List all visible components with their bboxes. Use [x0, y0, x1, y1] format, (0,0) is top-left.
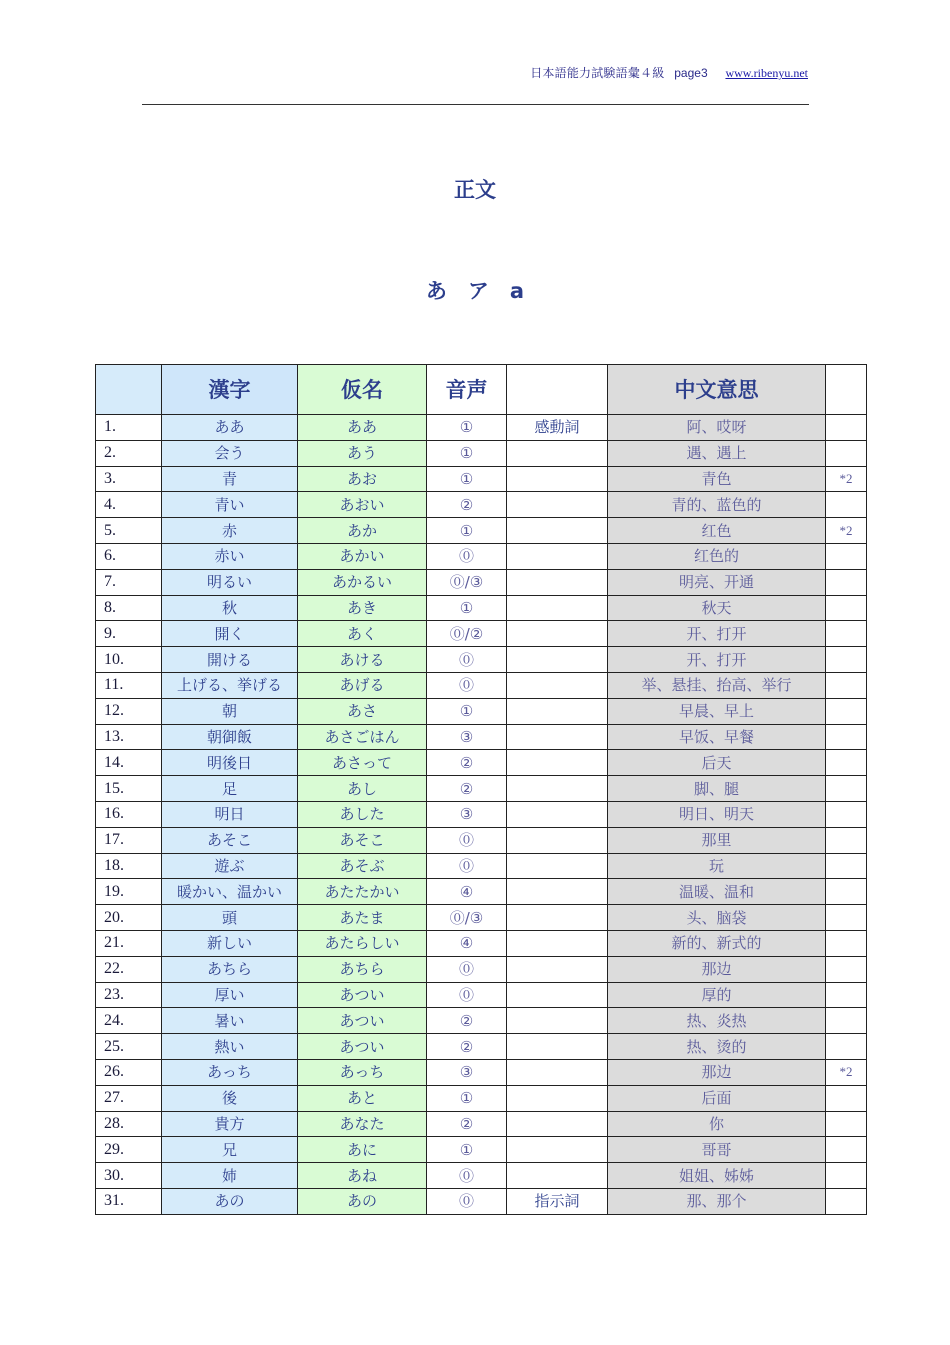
kanji-cell: 明るい [162, 569, 298, 595]
table-row [96, 1085, 867, 1111]
table-row [96, 1163, 867, 1189]
note-cell [826, 569, 867, 595]
kanji-cell: 頭 [162, 905, 298, 931]
tone-cell: ② [427, 776, 507, 802]
tone-cell: ④ [427, 930, 507, 956]
chinese-meaning-cell: 青的、蓝色的 [608, 492, 826, 518]
table-row [96, 543, 867, 569]
row-number: 6. [96, 543, 162, 569]
note-cell [826, 1111, 867, 1137]
chinese-meaning-cell: 那边 [608, 1059, 826, 1085]
note-cell [826, 982, 867, 1008]
table-row [96, 956, 867, 982]
kanji-cell: 新しい [162, 930, 298, 956]
table-row [96, 776, 867, 802]
kanji-cell: 秋 [162, 595, 298, 621]
row-number: 4. [96, 492, 162, 518]
tone-cell: ⓪ [427, 827, 507, 853]
tone-cell: ② [427, 1111, 507, 1137]
tone-cell: ① [427, 518, 507, 544]
header-number [96, 365, 162, 415]
chinese-meaning-cell: 温暖、温和 [608, 879, 826, 905]
note-cell [826, 621, 867, 647]
chinese-meaning-cell: 红色的 [608, 543, 826, 569]
part-of-speech-cell [507, 595, 608, 621]
part-of-speech-cell [507, 466, 608, 492]
kanji-cell: 厚い [162, 982, 298, 1008]
part-of-speech-cell [507, 1008, 608, 1034]
part-of-speech-cell [507, 1085, 608, 1111]
part-of-speech-cell [507, 776, 608, 802]
page-title: 正文 [454, 178, 496, 202]
row-number: 27. [96, 1085, 162, 1111]
note-cell [826, 492, 867, 518]
part-of-speech-cell [507, 518, 608, 544]
kanji-cell: 兄 [162, 1137, 298, 1163]
note-cell [826, 440, 867, 466]
table-row [96, 1188, 867, 1214]
kanji-cell: 熱い [162, 1034, 298, 1060]
header-page-number: page3 [674, 66, 708, 80]
kana-cell: あたたかい [298, 879, 427, 905]
table-row [96, 1137, 867, 1163]
chinese-meaning-cell: 玩 [608, 853, 826, 879]
kana-cell: あなた [298, 1111, 427, 1137]
header-part-of-speech [507, 365, 608, 415]
kana-cell: あたらしい [298, 930, 427, 956]
row-number: 7. [96, 569, 162, 595]
kana-cell: ああ [298, 415, 427, 441]
tone-cell: ① [427, 1085, 507, 1111]
kana-cell: あか [298, 518, 427, 544]
chinese-meaning-cell: 厚的 [608, 982, 826, 1008]
note-cell [826, 1163, 867, 1189]
chinese-meaning-cell: 热、炎热 [608, 1008, 826, 1034]
table-row [96, 905, 867, 931]
kana-cell: あく [298, 621, 427, 647]
tone-cell: ③ [427, 1059, 507, 1085]
table-row [96, 569, 867, 595]
part-of-speech-cell [507, 1137, 608, 1163]
note-cell [826, 698, 867, 724]
kana-cell: あさ [298, 698, 427, 724]
tone-cell: ② [427, 1008, 507, 1034]
note-cell [826, 879, 867, 905]
tone-cell: ⓪ [427, 672, 507, 698]
tone-cell: ⓪ [427, 647, 507, 673]
part-of-speech-cell [507, 569, 608, 595]
part-of-speech-cell [507, 543, 608, 569]
chinese-meaning-cell: 那边 [608, 956, 826, 982]
kanji-cell: 暖かい、温かい [162, 879, 298, 905]
part-of-speech-cell [507, 698, 608, 724]
kana-cell: あっち [298, 1059, 427, 1085]
tone-cell: ③ [427, 801, 507, 827]
chinese-meaning-cell: 头、脑袋 [608, 905, 826, 931]
chinese-meaning-cell: 脚、腿 [608, 776, 826, 802]
kanji-cell: 上げる、挙げる [162, 672, 298, 698]
note-cell [826, 595, 867, 621]
part-of-speech-cell [507, 982, 608, 1008]
tone-cell: ⓪ [427, 1163, 507, 1189]
row-number: 15. [96, 776, 162, 802]
tone-cell: ⓪ [427, 956, 507, 982]
chinese-meaning-cell: 新的、新式的 [608, 930, 826, 956]
chinese-meaning-cell: 那里 [608, 827, 826, 853]
kana-cell: あつい [298, 1008, 427, 1034]
row-number: 18. [96, 853, 162, 879]
note-cell [826, 1008, 867, 1034]
kanji-cell: 朝御飯 [162, 724, 298, 750]
row-number: 22. [96, 956, 162, 982]
row-number: 29. [96, 1137, 162, 1163]
row-number: 23. [96, 982, 162, 1008]
table-row [96, 621, 867, 647]
tone-cell: ⓪ [427, 982, 507, 1008]
kanji-cell: あっち [162, 1059, 298, 1085]
kana-cell: あそこ [298, 827, 427, 853]
row-number: 20. [96, 905, 162, 931]
kanji-cell: 青 [162, 466, 298, 492]
table-row [96, 1111, 867, 1137]
kana-cell: あお [298, 466, 427, 492]
tone-cell: ① [427, 415, 507, 441]
kanji-cell: 遊ぶ [162, 853, 298, 879]
kana-cell: あと [298, 1085, 427, 1111]
kanji-cell: 貴方 [162, 1111, 298, 1137]
note-cell [826, 543, 867, 569]
kana-cell: あかるい [298, 569, 427, 595]
header-kana: 仮名 [298, 365, 427, 415]
kana-cell: あげる [298, 672, 427, 698]
part-of-speech-cell [507, 672, 608, 698]
kanji-cell: 朝 [162, 698, 298, 724]
table-row [96, 1008, 867, 1034]
note-cell [826, 801, 867, 827]
kanji-cell: 赤 [162, 518, 298, 544]
header-kanji: 漢字 [162, 365, 298, 415]
table-row [96, 1034, 867, 1060]
part-of-speech-cell [507, 905, 608, 931]
chinese-meaning-cell: 阿、哎呀 [608, 415, 826, 441]
kanji-cell: あちら [162, 956, 298, 982]
note-cell [826, 1137, 867, 1163]
part-of-speech-cell [507, 956, 608, 982]
chinese-meaning-cell: 秋天 [608, 595, 826, 621]
kana-cell: あちら [298, 956, 427, 982]
note-cell: *2 [826, 1059, 867, 1085]
tone-cell: ⓪/③ [427, 905, 507, 931]
chinese-meaning-cell: 举、悬挂、抬高、举行 [608, 672, 826, 698]
part-of-speech-cell [507, 1034, 608, 1060]
chinese-meaning-cell: 早饭、早餐 [608, 724, 826, 750]
note-cell [826, 750, 867, 776]
part-of-speech-cell [507, 1163, 608, 1189]
note-cell: *2 [826, 466, 867, 492]
kanji-cell: 後 [162, 1085, 298, 1111]
part-of-speech-cell [507, 440, 608, 466]
note-cell [826, 827, 867, 853]
header-title: 日本語能力試験語彙４級 [530, 66, 665, 80]
kana-cell: あそぶ [298, 853, 427, 879]
tone-cell: ③ [427, 724, 507, 750]
chinese-meaning-cell: 后天 [608, 750, 826, 776]
note-cell [826, 724, 867, 750]
tone-cell: ⓪/② [427, 621, 507, 647]
header-note [826, 365, 867, 415]
row-number: 13. [96, 724, 162, 750]
kana-cell: あに [298, 1137, 427, 1163]
note-cell [826, 647, 867, 673]
part-of-speech-cell [507, 853, 608, 879]
section-heading: あ ア a [425, 279, 525, 303]
kana-cell: あね [298, 1163, 427, 1189]
tone-cell: ⓪ [427, 853, 507, 879]
kana-cell: あける [298, 647, 427, 673]
kana-cell: あし [298, 776, 427, 802]
chinese-meaning-cell: 热、烫的 [608, 1034, 826, 1060]
header-chinese-meaning: 中文意思 [608, 365, 826, 415]
kanji-cell: 暑い [162, 1008, 298, 1034]
kanji-cell: 足 [162, 776, 298, 802]
note-cell [826, 415, 867, 441]
tone-cell: ① [427, 440, 507, 466]
kana-cell: あさって [298, 750, 427, 776]
row-number: 28. [96, 1111, 162, 1137]
chinese-meaning-cell: 后面 [608, 1085, 826, 1111]
table-row [96, 724, 867, 750]
table-row [96, 853, 867, 879]
table-row [96, 698, 867, 724]
row-number: 10. [96, 647, 162, 673]
table-row [96, 647, 867, 673]
row-number: 16. [96, 801, 162, 827]
row-number: 17. [96, 827, 162, 853]
part-of-speech-cell [507, 750, 608, 776]
part-of-speech-cell [507, 621, 608, 647]
kana-cell: あの [298, 1188, 427, 1214]
row-number: 12. [96, 698, 162, 724]
table-row [96, 440, 867, 466]
row-number: 19. [96, 879, 162, 905]
table-body [96, 415, 867, 1215]
note-cell [826, 776, 867, 802]
kanji-cell: あの [162, 1188, 298, 1214]
table-row [96, 466, 867, 492]
table-row [96, 801, 867, 827]
kana-cell: あつい [298, 982, 427, 1008]
tone-cell: ⓪ [427, 543, 507, 569]
part-of-speech-cell [507, 879, 608, 905]
kanji-cell: 姉 [162, 1163, 298, 1189]
tone-cell: ⓪/③ [427, 569, 507, 595]
table-header-row [96, 365, 867, 415]
kanji-cell: 開ける [162, 647, 298, 673]
tone-cell: ① [427, 698, 507, 724]
kanji-cell: 開く [162, 621, 298, 647]
row-number: 1. [96, 415, 162, 441]
kana-cell: あさごはん [298, 724, 427, 750]
table-row [96, 982, 867, 1008]
kana-cell: あした [298, 801, 427, 827]
chinese-meaning-cell: 明日、明天 [608, 801, 826, 827]
row-number: 8. [96, 595, 162, 621]
chinese-meaning-cell: 姐姐、姊姊 [608, 1163, 826, 1189]
tone-cell: ⓪ [427, 1188, 507, 1214]
row-number: 24. [96, 1008, 162, 1034]
part-of-speech-cell: 感動詞 [507, 415, 608, 441]
table-row [96, 518, 867, 544]
kana-cell: あたま [298, 905, 427, 931]
note-cell [826, 1188, 867, 1214]
part-of-speech-cell [507, 647, 608, 673]
kana-cell: あつい [298, 1034, 427, 1060]
kana-cell: あおい [298, 492, 427, 518]
row-number: 3. [96, 466, 162, 492]
row-number: 5. [96, 518, 162, 544]
header-website-link[interactable]: www.ribenyu.net [725, 66, 808, 80]
part-of-speech-cell [507, 827, 608, 853]
tone-cell: ② [427, 750, 507, 776]
row-number: 30. [96, 1163, 162, 1189]
note-cell [826, 1085, 867, 1111]
row-number: 31. [96, 1188, 162, 1214]
page-header [142, 64, 808, 88]
header-divider [142, 104, 809, 105]
part-of-speech-cell: 指示詞 [507, 1188, 608, 1214]
row-number: 2. [96, 440, 162, 466]
kana-cell: あき [298, 595, 427, 621]
row-number: 21. [96, 930, 162, 956]
kanji-cell: 赤い [162, 543, 298, 569]
kanji-cell: 明日 [162, 801, 298, 827]
part-of-speech-cell [507, 1111, 608, 1137]
tone-cell: ① [427, 1137, 507, 1163]
kanji-cell: 会う [162, 440, 298, 466]
tone-cell: ① [427, 595, 507, 621]
chinese-meaning-cell: 那、那个 [608, 1188, 826, 1214]
chinese-meaning-cell: 明亮、开通 [608, 569, 826, 595]
note-cell: *2 [826, 518, 867, 544]
row-number: 9. [96, 621, 162, 647]
chinese-meaning-cell: 开、打开 [608, 647, 826, 673]
chinese-meaning-cell: 早晨、早上 [608, 698, 826, 724]
note-cell [826, 672, 867, 698]
kana-cell: あう [298, 440, 427, 466]
table-row [96, 930, 867, 956]
kanji-cell: ああ [162, 415, 298, 441]
tone-cell: ② [427, 1034, 507, 1060]
table-row [96, 879, 867, 905]
note-cell [826, 956, 867, 982]
row-number: 25. [96, 1034, 162, 1060]
table-row [96, 827, 867, 853]
tone-cell: ② [427, 492, 507, 518]
chinese-meaning-cell: 哥哥 [608, 1137, 826, 1163]
note-cell [826, 905, 867, 931]
kanji-cell: あそこ [162, 827, 298, 853]
note-cell [826, 853, 867, 879]
chinese-meaning-cell: 青色 [608, 466, 826, 492]
tone-cell: ① [427, 466, 507, 492]
vocabulary-table [95, 364, 867, 1215]
table-row [96, 750, 867, 776]
table-row [96, 492, 867, 518]
table-row [96, 415, 867, 441]
kana-cell: あかい [298, 543, 427, 569]
note-cell [826, 1034, 867, 1060]
chinese-meaning-cell: 红色 [608, 518, 826, 544]
header-tone: 音声 [427, 365, 507, 415]
chinese-meaning-cell: 你 [608, 1111, 826, 1137]
chinese-meaning-cell: 开、打开 [608, 621, 826, 647]
part-of-speech-cell [507, 492, 608, 518]
kanji-cell: 青い [162, 492, 298, 518]
row-number: 26. [96, 1059, 162, 1085]
part-of-speech-cell [507, 1059, 608, 1085]
table-row [96, 595, 867, 621]
row-number: 14. [96, 750, 162, 776]
tone-cell: ④ [427, 879, 507, 905]
chinese-meaning-cell: 遇、遇上 [608, 440, 826, 466]
kanji-cell: 明後日 [162, 750, 298, 776]
part-of-speech-cell [507, 724, 608, 750]
part-of-speech-cell [507, 930, 608, 956]
table-row [96, 672, 867, 698]
note-cell [826, 930, 867, 956]
row-number: 11. [96, 672, 162, 698]
table-row [96, 1059, 867, 1085]
part-of-speech-cell [507, 801, 608, 827]
